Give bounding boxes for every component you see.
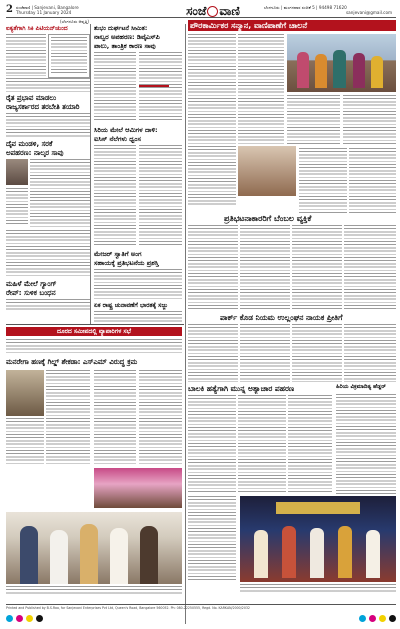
top-story-text-3 [287,95,340,145]
mid-red-subhead [139,85,169,87]
footer-rule [6,604,396,605]
column-divider-2 [185,24,186,624]
left-headline-2a: ರೈತ ಪ್ರಭಾವ ಮಾಡಲು [6,94,57,102]
right-headline-2: ಪಾರ್ಕ್ ಕೊಡ ನಿಯಮ ಉಲ್ಲಂಘನ ನಾಯಕ ಪ್ರೀತಿಗೆ [220,313,343,322]
left-story-3-text [30,159,90,195]
header-email: sanjevani@gmail.com [346,10,393,15]
left-story-4-text [6,230,90,276]
left-headline-4b: ರೇಪ್: ಸುಳಿಕ ಬಂಧನ [6,289,56,297]
masthead-logo-icon [207,6,218,17]
footer-imprint: Printed and Published by B.S.Rao, for Sanjevani Enterprises Pvt Ltd, Queen's Road, Bangalore 560052. Ph: 080-22250555, Regd. No. KARKAN/2000/2032 [6,606,250,610]
lower-left-photo-1 [6,370,44,416]
cyan-mark-icon [6,615,13,622]
mid-headline-2a: ಸಿರಿಯ ಮೇಲೆ ಆಮಿಗಳ ದಾಳಿ: [94,126,158,134]
right-story-3-text-b [238,395,286,493]
lower-left-group-photo [6,512,182,584]
group-person [110,528,128,584]
mid-headline-3a: ಮೇಜರ್ ಸ್ವಾತಿಗೆ ಅಂಗ [94,250,142,258]
left-headline-1: ಐಕ್ಯತೆಗಾಗಿ ಸಿಕಿ ಪಿಟಿಯನ್‌ಚುಂದ [6,25,68,32]
color-registration-bar [6,615,396,623]
left-inset-box [48,34,90,78]
lower-left-headline: ಮನರೇಗಾ ಹಣಕ್ಕೆ ಗಿಲ್ಡ್ ಶೇಕಡಾ: ಎಸ್‌ಎಮ್ ವಿರುದ್ಧ ಕ್ರಮ [6,358,138,366]
lower-left-banner: ದೂರದ ಸಮೀಪದಲ್ಲಿ ವ್ಯಾಪಾರಿಗಳ ಸಭೆ [6,327,182,336]
stage-person [310,528,324,578]
group-person [20,526,38,584]
lower-left-text-b [46,370,90,464]
right-story-2-text-d [344,324,396,382]
lower-left-event-photo [94,468,182,508]
left-story-3-text-b [6,188,28,226]
top-story-headline: ಪೌರಕಾರ್ಮಿಕರ ಸನ್ಮಾನ, ವಾಣಿಪಾಣೆಗೆ ಚಾಲನೆ [190,21,308,30]
cyan-mark-icon [359,615,366,622]
right-story-2-text-b [240,324,290,382]
right-story-1-text-b [240,225,290,311]
left-photo-person [6,159,28,185]
header-rule [6,17,396,18]
header-contact: ಬೆಂಗಳೂರು | ಮಂಗಳವಾರ ಸಂಚಿಕೆ 5 | 94498 71620 [264,5,347,10]
top-story-text-4 [343,95,396,145]
section-rule [6,324,184,325]
right-story-1-text-d [344,225,396,311]
left-story-2-text [6,113,90,137]
stage-banner [276,502,360,514]
yellow-mark-icon [379,615,386,622]
yellow-mark-icon [26,615,33,622]
mid-story-2-text [94,145,136,245]
photo-figure [297,52,309,88]
top-story-photo [287,34,396,92]
right-headline-3: ಬಾಲಕಿ ಹತ್ಯೆಗಾಗಿ ಮುನ್ನ ಅತ್ಯಾಚಾರ ಪಹರಣ [188,384,295,393]
mid-headline-1b: ನಾಲ್ವರ ಅಪಹರಣ: ಡಿವೈಎಸ್‌ಪಿ [94,33,160,41]
mid-story-1-text-b [139,52,182,122]
left-headline-3a: ದೈವ ಮಂಡಳಿ, ಸರಕೆ [6,140,53,148]
left-story-1-text-b [6,78,90,92]
lower-left-caption [6,586,182,594]
black-mark-icon [36,615,43,622]
top-story-photo-2 [238,146,296,196]
caption-text [188,496,236,582]
left-headline-3b: ಅಪಹರಣ: ನಾಲ್ಕರ ಸಾವು [6,149,64,157]
lower-left-text-e [6,418,44,464]
edition-label: (ಬೆಂಗಳೂರು ಆವೃತ್ತಿ) [60,19,90,24]
magenta-mark-icon [369,615,376,622]
mid-headline-2b: ಐಸಿಸ್ ನೆಲೆಗಳು ಧ್ವಂಸ [94,135,141,143]
stage-person [282,526,296,578]
top-story-text-6 [299,148,347,214]
stage-person [338,526,352,578]
left-headline-2b: ರಾಜ್ಯಸರ್ಕಾರದ ತರಬೇತಿ ತಯಾರಿ [6,103,80,111]
photo-figure [333,50,346,88]
stage-caption [240,584,396,592]
magenta-mark-icon [16,615,23,622]
left-story-1-text [6,34,46,76]
photo-figure [353,53,365,88]
column-divider [90,24,91,324]
mid-story-3-text [94,269,182,299]
stage-person [254,530,268,578]
mid-headline-4: ಏಕ ರಾಷ್ಟ್ರ ಚುನಾವಣೆಗೆ ಭಾರತಕ್ಕೆ ಸಜ್ಜು [94,302,168,309]
right-headline-1: ಪ್ರತಿಭಟನಾಕಾರರಿಗೆ ಬೆಂಬಲ ವ್ಯಕ್ತಿಕೆ [224,214,312,223]
lower-left-text-d [139,370,182,464]
inset-text [51,37,87,75]
black-mark-icon [389,615,396,622]
top-story-text-7 [349,148,396,214]
top-story-text-2 [238,34,284,144]
top-story-text-1 [188,34,236,144]
stage-person [366,530,380,578]
mid-story-1-text [94,52,136,122]
group-person [80,524,98,584]
mid-headline-3b: ಸಹಾಯಕ್ಕೆ ಪ್ರತಿಭಟನೆಯ ಪ್ರಶಸ್ತಿ [94,259,159,267]
lower-left-text-a [6,339,182,355]
right-story-2-text-a [188,324,238,382]
photo-figure [371,56,383,88]
photo-figure [315,54,327,88]
right-story-1-text-c [292,225,342,311]
right-story-3-text-a [188,395,236,493]
issue-date: Thursday 11 January 2024 [16,10,72,15]
left-story-3-text-c [30,197,90,227]
mid-headline-1c: ಪಾಲು, ತಾಂತ್ರಿಕ ಕಾರಣ ಸಾವು [94,42,156,50]
lower-left-text-c [94,370,136,464]
mid-headline-1a: ಶುಭಂ ದುರ್ಘಟನೆ ಸೀಮಿತ: [94,25,148,32]
masthead-left: ಸಂಜೆ [186,4,207,18]
masthead-right: ವಾಣಿ [219,4,240,18]
mid-story-4-text [94,311,182,325]
group-person [50,530,68,584]
mid-story-2-text-b [139,145,182,245]
right-story-3-text-c [288,395,332,493]
right-story-2-text-c [292,324,342,382]
group-person [140,526,158,584]
paper-name: ಸಂಜೆವಾಣಿ | Sanjevani, Bangalore [16,5,79,10]
right-story-4-text [336,394,396,494]
right-story-1-text-a [188,225,238,311]
top-story-text-5 [188,146,236,206]
left-story-4-text-b [6,299,90,311]
stage-event-photo [240,496,396,582]
right-headline-4: ಹಿರಿಯ ವಿಕ್ರಮಾದಿತ್ಯ ಹೆಡ್ಡರ್ [336,384,386,390]
left-headline-4a: ಮಹಿಳೆ ಮೇಲೆ ಗ್ಯಾಂಗ್ [6,280,57,288]
page-number: 2 [6,4,13,15]
